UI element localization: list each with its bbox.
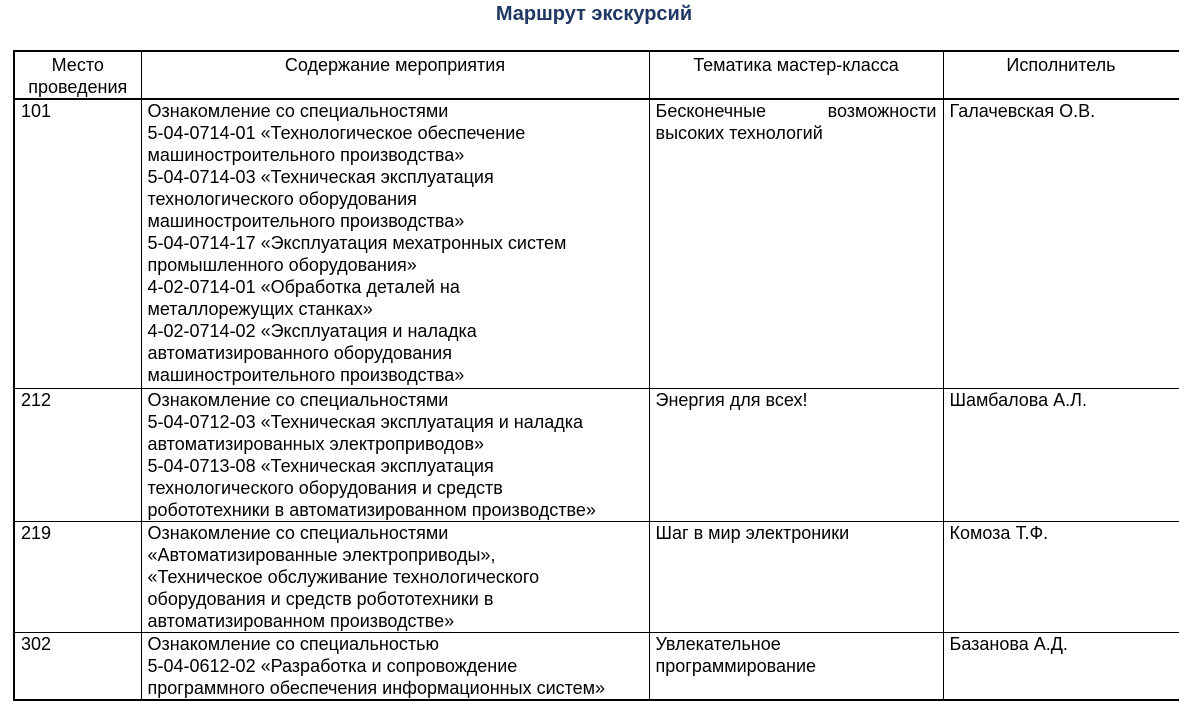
header-place [14, 51, 141, 99]
cell-performer: Базанова А.Д. [943, 632, 1179, 700]
cell-performer: Шамбалова А.Л. [943, 388, 1179, 521]
theme-line: высоких технологий [655, 123, 823, 143]
cell-place: 302 [14, 632, 141, 700]
content-line: Ознакомление со специальностью [147, 633, 439, 654]
cell-theme [649, 99, 943, 388]
content-line: 5-04-0714-01 «Технологическое обеспечение [147, 123, 526, 143]
header-theme: Тематика мастер-класса [649, 51, 943, 99]
content-line: технологического оборудования [147, 189, 417, 209]
cell-place: 219 [14, 521, 141, 632]
content-line: металлорежущих станках» [147, 299, 373, 319]
content-line: машиностроительного производства» [147, 365, 465, 385]
table-row [14, 632, 1179, 700]
theme-line: Увлекательное [655, 633, 781, 654]
content-line: робототехники в автоматизированном производстве» [147, 499, 596, 520]
content-line: оборудования и средств робототехники в [147, 588, 494, 609]
content-line: автоматизированных электроприводов» [147, 433, 485, 454]
cell-performer: Комоза Т.Ф. [943, 521, 1179, 632]
document-title: Маршрут экскурсий [495, 3, 693, 25]
header-place-line: Место [51, 55, 104, 75]
cell-content [141, 632, 649, 700]
table-header [14, 51, 1179, 99]
theme-line: Шаг в мир электроники [655, 522, 850, 543]
header-performer: Исполнитель [943, 51, 1179, 99]
content-line: машиностроительного производства» [147, 211, 465, 231]
content-line: Ознакомление со специальностями [147, 522, 449, 543]
table-row [14, 521, 1179, 632]
content-line: 4-02-0714-02 «Эксплуатация и наладка [147, 321, 477, 341]
content-line: промышленного оборудования» [147, 255, 417, 275]
cell-place: 212 [14, 388, 141, 521]
content-line: 5-04-0712-03 «Техническая эксплуатация и наладка [147, 411, 583, 432]
cell-content [141, 99, 649, 388]
cell-theme [649, 521, 943, 632]
cell-theme [649, 388, 943, 521]
cell-content [141, 521, 649, 632]
content-line: программного обеспечения информационных систем» [147, 677, 606, 698]
cell-content [141, 388, 649, 521]
content-line: технологического оборудования и средств [147, 477, 503, 498]
content-line: 5-04-0713-08 «Техническая эксплуатация [147, 455, 494, 476]
theme-line: Энергия для всех! [655, 389, 808, 410]
content-line: 5-04-0612-02 «Разработка и сопровождение [147, 655, 518, 676]
table-body [14, 99, 1179, 700]
cell-performer: Галачевская О.В. [943, 99, 1179, 388]
table-row [14, 99, 1179, 388]
content-line: 5-04-0714-03 «Техническая эксплуатация [147, 167, 494, 187]
theme-line: программирование [655, 655, 817, 676]
cell-theme [649, 632, 943, 700]
header-row [14, 51, 1179, 99]
content-line: «Автоматизированные электроприводы», [147, 544, 496, 565]
content-line: машиностроительного производства» [147, 145, 465, 165]
content-line: Ознакомление со специальностями [147, 101, 449, 121]
content-line: «Техническое обслуживание технологического [147, 566, 540, 587]
content-line: автоматизированного оборудования [147, 343, 452, 363]
header-content: Содержание мероприятия [141, 51, 649, 99]
content-line: автоматизированном производстве» [147, 610, 455, 631]
cell-place: 101 [14, 99, 141, 388]
content-line: 4-02-0714-01 «Обработка деталей на [147, 277, 460, 297]
theme-line: Бесконечные возможности [655, 101, 937, 121]
header-place-line: проведения [28, 77, 128, 97]
excursion-route-table [13, 50, 1179, 701]
content-line: Ознакомление со специальностями [147, 389, 449, 410]
content-line: 5-04-0714-17 «Эксплуатация мехатронных систем [147, 233, 567, 253]
table-row [14, 388, 1179, 521]
